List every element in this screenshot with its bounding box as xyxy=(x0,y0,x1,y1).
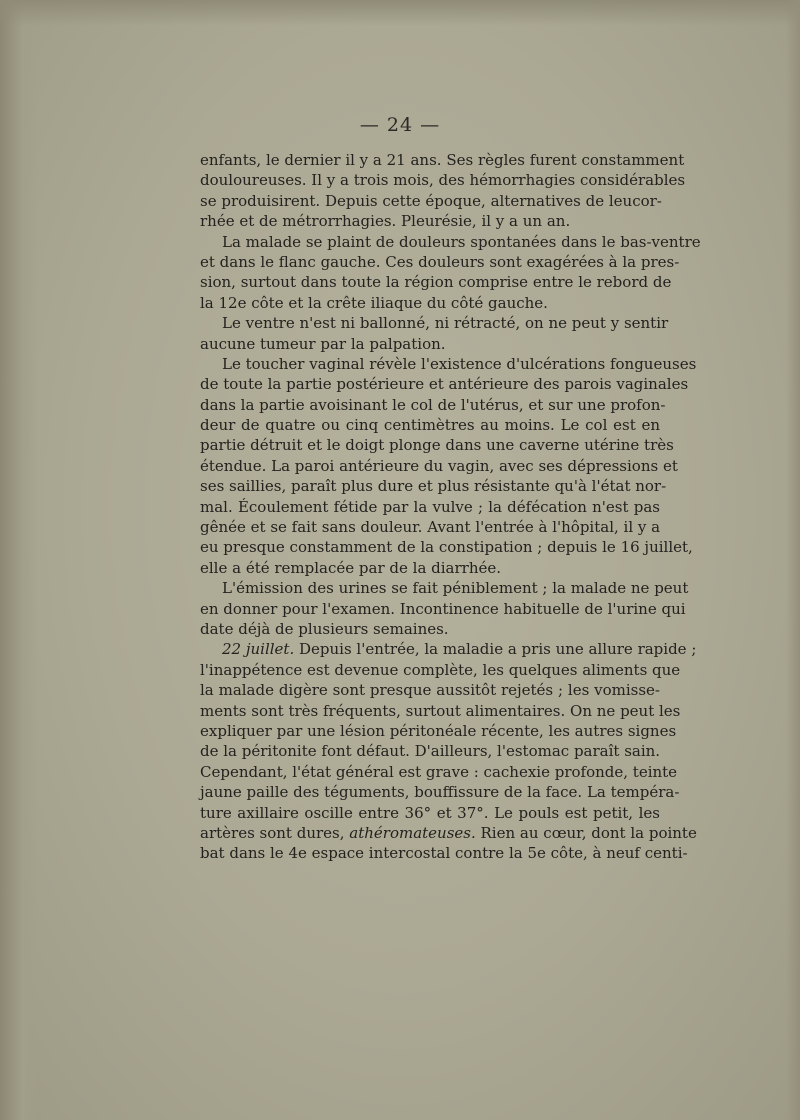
text-line xyxy=(200,334,660,354)
text-line-content: ses saillies, paraît plus dure et plus résistante qu'à l'état nor- xyxy=(200,477,667,496)
text-line-content: jaune paille des téguments, bouffissure de la face. La tempéra- xyxy=(200,783,680,802)
text-line xyxy=(200,639,697,659)
text-line-content: de toute la partie postérieure et antérieure des parois vaginales xyxy=(200,375,689,394)
text-line-content: l'inappétence est devenue complète, les quelques aliments que xyxy=(200,660,681,679)
text-line xyxy=(200,313,669,333)
text-line-italic: 22 juillet. xyxy=(222,640,295,659)
text-line-content: partie détruit et le doigt plonge dans une caverne utérine très xyxy=(200,436,674,455)
text-line-content: et dans le flanc gauche. Ces douleurs sont exagérées à la pres- xyxy=(200,252,680,271)
text-line-content: sion, surtout dans toute la région comprise entre le rebord de xyxy=(200,273,672,292)
text-line xyxy=(200,578,689,598)
text-line-content: la 12e côte et la crête iliaque du côté gauche. xyxy=(200,293,548,312)
body-text xyxy=(200,150,701,864)
text-line xyxy=(200,272,672,292)
text-line-content: Le ventre n'est ni ballonné, ni rétracté, on ne peut y sentir xyxy=(222,314,669,333)
text-line-content: La malade se plaint de douleurs spontanées dans le bas-ventre xyxy=(222,232,701,251)
text-line-content: de la péritonite font défaut. D'ailleurs, l'estomac paraît sain. xyxy=(200,742,661,761)
text-line xyxy=(200,721,677,741)
text-line-content: gênée et se fait sans douleur. Avant l'entrée à l'hôpital, il y a xyxy=(200,518,661,537)
text-line-content: L'émission des urines se fait péniblement ; la malade ne peut xyxy=(222,579,689,598)
text-line xyxy=(200,191,660,211)
text-line-content: mal. Écoulement fétide par la vulve ; la défécation n'est pas xyxy=(200,497,660,516)
text-line xyxy=(200,415,660,435)
text-line xyxy=(200,293,660,313)
text-line xyxy=(200,741,660,761)
text-line xyxy=(200,517,660,537)
text-line xyxy=(200,476,667,496)
text-line xyxy=(200,374,689,394)
text-line-content: Rien au cœur, dont la pointe xyxy=(475,823,697,842)
text-line-content: étendue. La paroi antérieure du vagin, avec ses dépressions et xyxy=(200,456,678,475)
text-line xyxy=(200,762,678,782)
text-line xyxy=(200,170,686,190)
text-line xyxy=(200,150,685,170)
text-line-content: rhée et de métrorrhagies. Pleurésie, il y a un an. xyxy=(200,212,571,231)
text-line-content: date déjà de plusieurs semaines. xyxy=(200,619,449,638)
text-line-content: en donner pour l'examen. Incontinence habituelle de l'urine qui xyxy=(200,599,686,618)
text-line-content: bat dans le 4e espace intercostal contre la 5e côte, à neuf centi- xyxy=(200,844,688,863)
text-line xyxy=(200,619,660,639)
text-line xyxy=(200,701,681,721)
text-line-content: aucune tumeur par la palpation. xyxy=(200,334,446,353)
text-line xyxy=(200,232,701,252)
text-line-before: artères sont dures, xyxy=(200,823,350,842)
text-line-content: Depuis l'entrée, la maladie a pris une allure rapide ; xyxy=(294,640,697,659)
text-line xyxy=(200,537,693,557)
page-number: — 24 — xyxy=(359,114,441,136)
text-line-content: deur de quatre ou cinq centimètres au moins. Le col est en xyxy=(200,416,660,435)
page-top-edge-shadow xyxy=(0,0,800,26)
text-line-content: se produisirent. Depuis cette époque, alternatives de leucor- xyxy=(200,191,662,210)
text-line-content: ments sont très fréquents, surtout alimentaires. On ne peut les xyxy=(200,701,681,720)
text-line xyxy=(200,354,697,374)
text-line xyxy=(200,558,660,578)
text-line-content: la malade digère sont presque aussitôt rejetés ; les vomisse- xyxy=(200,681,660,700)
text-line xyxy=(200,660,681,680)
text-line xyxy=(200,211,660,231)
text-line-content: ture axillaire oscille entre 36° et 37°. Le pouls est petit, les xyxy=(200,803,660,822)
text-line xyxy=(200,599,686,619)
page-spine-shadow xyxy=(0,0,38,1120)
page-right-edge-shadow xyxy=(786,0,800,1120)
text-line xyxy=(200,497,660,517)
text-line-content: Cependant, l'état général est grave : cachexie profonde, teinte xyxy=(200,762,678,781)
text-line xyxy=(200,782,680,802)
text-line xyxy=(200,395,666,415)
text-line-content: Le toucher vaginal révèle l'existence d'ulcérations fongueuses xyxy=(222,354,697,373)
text-line xyxy=(200,803,660,823)
text-line xyxy=(200,252,680,272)
text-line-content: enfants, le dernier il y a 21 ans. Ses règles furent constamment xyxy=(200,151,685,169)
text-line-content: elle a été remplacée par de la diarrhée. xyxy=(200,558,502,577)
text-line xyxy=(200,435,674,455)
text-line xyxy=(200,680,660,700)
text-line-italic: athéromateuses. xyxy=(349,823,476,842)
text-line-content: dans la partie avoisinant le col de l'utérus, et sur une profon- xyxy=(200,395,666,414)
text-line-content: expliquer par une lésion péritonéale récente, les autres signes xyxy=(200,721,677,740)
text-line xyxy=(200,843,688,863)
text-line xyxy=(200,823,697,843)
text-line-content: eu presque constamment de la constipation ; depuis le 16 juillet, xyxy=(200,538,693,557)
text-line xyxy=(200,456,678,476)
text-line-content: douloureuses. Il y a trois mois, des hémorrhagies considérables xyxy=(200,171,686,190)
